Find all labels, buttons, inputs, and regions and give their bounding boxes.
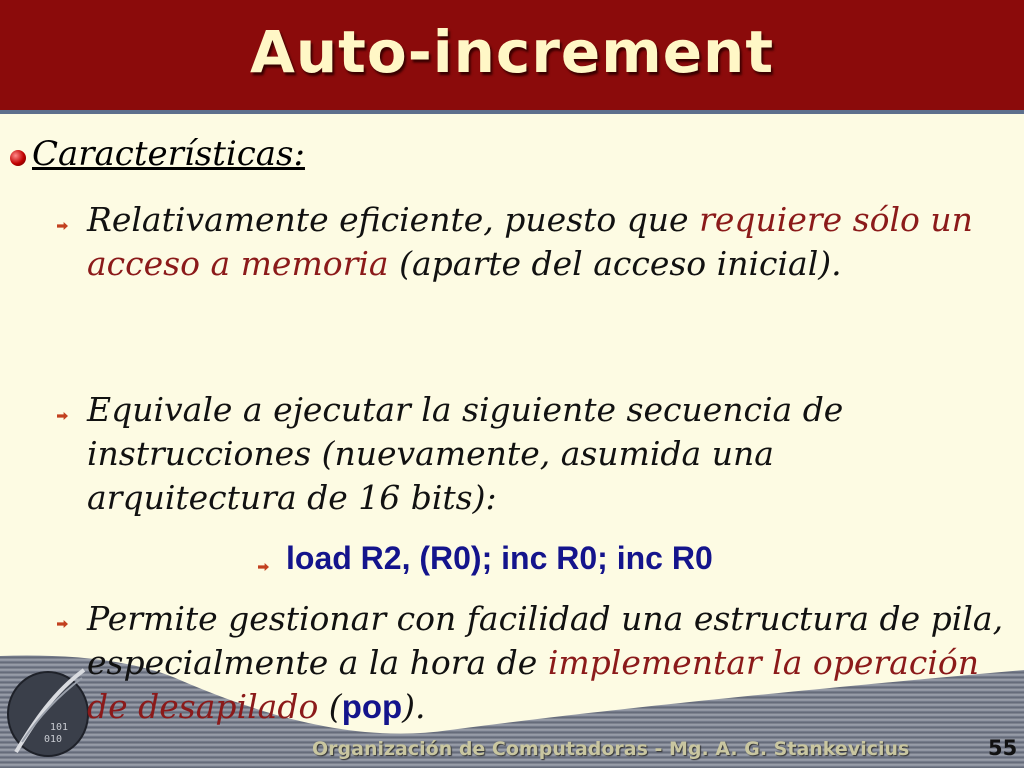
bullet-3-paren-close: ). [402,687,426,726]
page-number: 55 [988,736,1018,760]
bullet-arrow-icon [57,620,68,628]
code-line: load R2, (R0); inc R0; inc R0 [286,540,713,576]
bullet-1 [87,198,977,286]
footer-credit: Organización de Computadoras - Mg. A. G. Stankevicius [312,738,910,760]
bullet-arrow-icon [57,412,68,420]
bullet-1-text: Relativamente eficiente, puesto que [87,200,700,239]
svg-text:010: 010 [44,734,63,745]
quill-logo-icon [4,662,92,762]
bullet-3-text: Permite gestionar con facilidad una estructura de pila, especialmente a la hora de [87,599,1004,682]
bullet-arrow-icon [57,222,68,230]
bullet-dot-icon [10,150,26,166]
section-heading-text: Características: [32,134,305,174]
bullet-1-highlight: requiere sólo un acceso a memoria [87,200,973,283]
svg-text:101: 101 [50,722,69,733]
bullet-2-text: Equivale a ejecutar la siguiente secuencia de instrucciones (nuevamente, asumida una arquitectura de 16 bits): [87,390,844,517]
section-heading [32,134,305,174]
code-arrow-icon [258,563,269,571]
bullet-2 [87,388,927,520]
bullet-3 [87,597,1017,729]
slide-title: Auto-increment [249,18,775,86]
bullet-3-code-word: pop [341,688,403,725]
bullet-3-highlight: implementar la operación de desapilado [87,643,980,726]
bullet-1-text-end: (aparte del acceso inicial). [388,244,842,283]
bullet-3-paren: ( [318,687,342,726]
